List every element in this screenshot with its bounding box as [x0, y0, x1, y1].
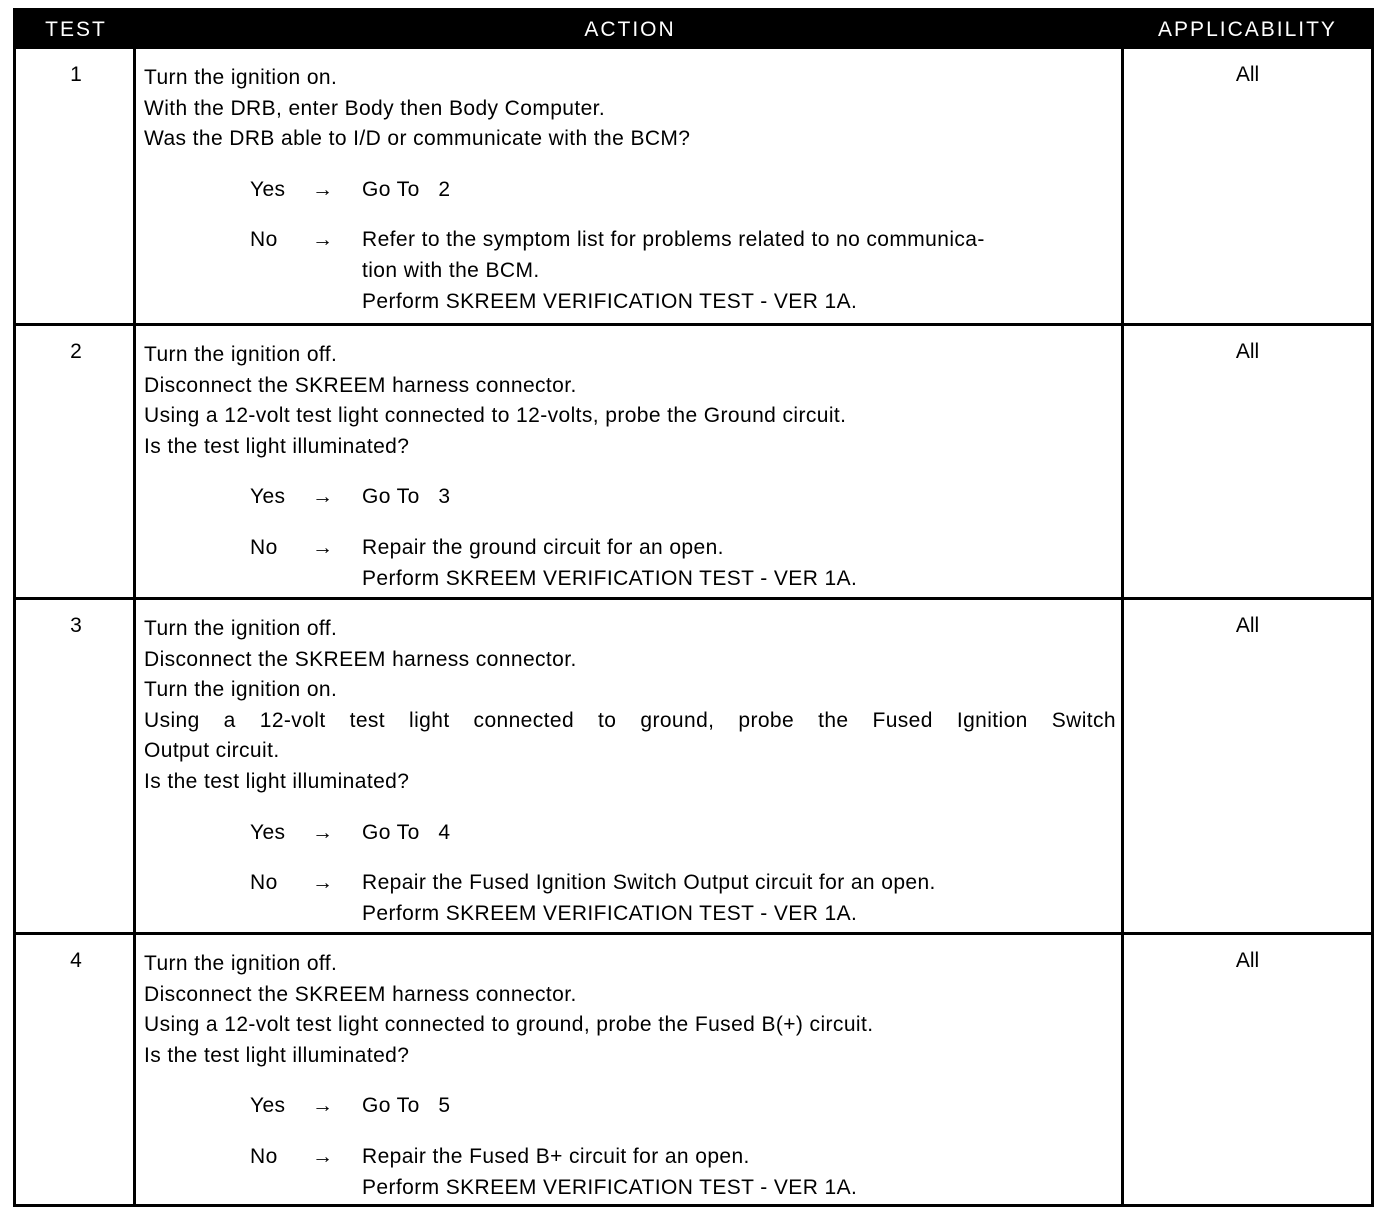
arrow-icon: →	[312, 1144, 334, 1168]
no-text-line: Perform SKREEM VERIFICATION TEST - VER 1A.	[362, 566, 858, 590]
action-step: Output circuit.	[144, 739, 280, 763]
action-step: Is the test light illuminated?	[144, 434, 410, 458]
table-row	[16, 935, 1371, 1204]
no-response	[144, 533, 1116, 564]
action-cell	[144, 949, 1116, 1203]
yes-label: Yes	[250, 177, 286, 201]
yes-label: Yes	[250, 1094, 286, 1118]
yes-label: Yes	[250, 820, 286, 844]
no-response	[144, 225, 1116, 256]
header-action: ACTION	[584, 18, 676, 41]
action-step: With the DRB, enter Body then Body Computer.	[144, 96, 606, 120]
test-number: 4	[70, 949, 82, 972]
yes-response	[144, 1091, 1116, 1122]
yes-text: Go To 2	[362, 177, 451, 201]
no-label: No	[250, 1144, 278, 1168]
action-step: Using a 12-volt test light connected to ground, probe the Fused B(+) circuit.	[144, 1013, 874, 1037]
table-row	[16, 326, 1371, 597]
table-row	[16, 49, 1371, 323]
applicability-value: All	[1235, 949, 1260, 972]
action-step: Was the DRB able to I/D or communicate with the BCM?	[144, 127, 691, 151]
table-header	[16, 11, 1371, 49]
action-step: Using a 12-volt test light connected to ground, probe the Fused Ignition Switch	[144, 708, 1116, 732]
yes-text: Go To 4	[362, 820, 451, 844]
applicability-value: All	[1235, 340, 1260, 363]
action-cell	[144, 63, 1116, 317]
no-text-line: Repair the Fused B+ circuit for an open.	[362, 1144, 750, 1168]
arrow-icon: →	[312, 535, 334, 559]
applicability-value: All	[1235, 63, 1260, 86]
action-step: Turn the ignition off.	[144, 343, 338, 366]
arrow-icon: →	[312, 177, 334, 201]
action-step: Turn the ignition on.	[144, 66, 338, 89]
no-text-line: Perform SKREEM VERIFICATION TEST - VER 1A.	[362, 289, 858, 313]
action-step: Is the test light illuminated?	[144, 1043, 410, 1067]
action-cell	[144, 614, 1116, 929]
test-number: 2	[70, 340, 82, 363]
action-step: Disconnect the SKREEM harness connector.	[144, 982, 577, 1006]
no-text-line: Repair the ground circuit for an open.	[362, 535, 724, 559]
test-number: 1	[70, 63, 82, 86]
arrow-icon: →	[312, 820, 334, 844]
yes-label: Yes	[250, 485, 286, 509]
header-test: TEST	[45, 18, 107, 41]
no-label: No	[250, 535, 278, 559]
no-label: No	[250, 228, 278, 252]
test-number: 3	[70, 614, 82, 637]
action-step: Disconnect the SKREEM harness connector.	[144, 647, 577, 671]
header-applicability: APPLICABILITY	[1158, 18, 1337, 41]
action-cell	[144, 340, 1116, 594]
no-text-line: tion with the BCM.	[362, 258, 540, 282]
action-step: Disconnect the SKREEM harness connector.	[144, 373, 577, 397]
no-text-line: Refer to the symptom list for problems related to no communica-	[362, 228, 985, 252]
arrow-icon: →	[312, 871, 334, 895]
action-step: Turn the ignition off.	[144, 952, 338, 975]
diagnostic-test-table	[13, 8, 1374, 1207]
table-row	[16, 600, 1371, 932]
arrow-icon: →	[312, 485, 334, 509]
applicability-value: All	[1235, 614, 1260, 637]
yes-response	[144, 482, 1116, 513]
arrow-icon: →	[312, 228, 334, 252]
yes-text: Go To 3	[362, 485, 451, 509]
no-response	[144, 1142, 1116, 1173]
yes-text: Go To 5	[362, 1094, 451, 1118]
no-text-line: Perform SKREEM VERIFICATION TEST - VER 1A.	[362, 1175, 858, 1199]
action-step: Turn the ignition on.	[144, 678, 338, 702]
action-step: Is the test light illuminated?	[144, 769, 410, 793]
no-text-line: Repair the Fused Ignition Switch Output circuit for an open.	[362, 871, 936, 895]
arrow-icon: →	[312, 1094, 334, 1118]
action-step: Using a 12-volt test light connected to 12-volts, probe the Ground circuit.	[144, 404, 847, 428]
no-response	[144, 868, 1116, 899]
no-label: No	[250, 871, 278, 895]
yes-response	[144, 175, 1116, 206]
no-text-line: Perform SKREEM VERIFICATION TEST - VER 1A.	[362, 901, 858, 925]
yes-response	[144, 818, 1116, 849]
action-step: Turn the ignition off.	[144, 617, 338, 640]
